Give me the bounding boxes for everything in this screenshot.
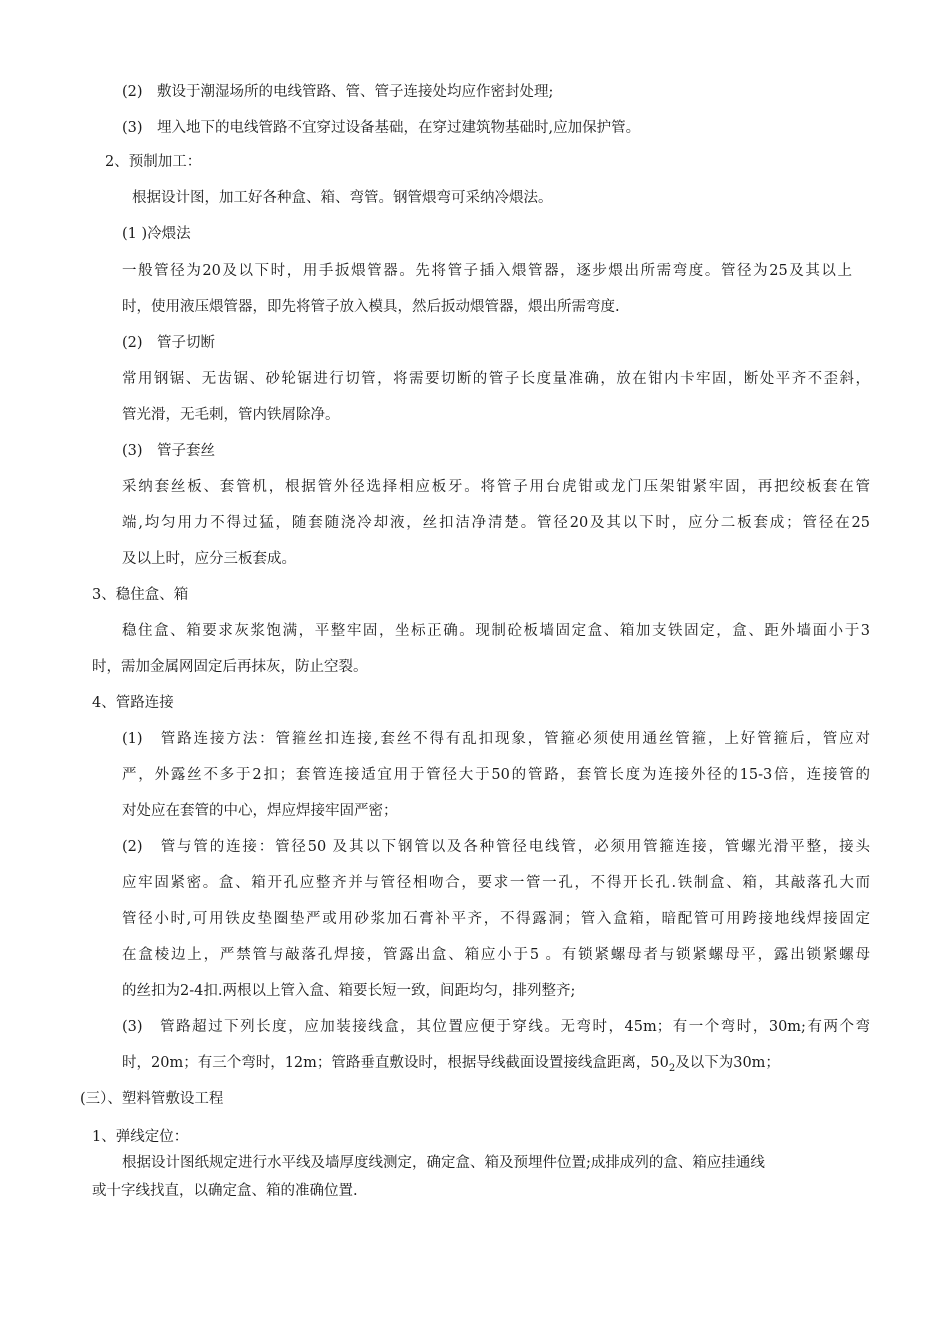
section-heading: 3、稳住盒、箱	[92, 587, 189, 603]
paragraph-line: 时，使用液压煨管器，即先将管子放入模具，然后扳动煨管器，煨出所需弯度.	[122, 299, 620, 315]
section-heading: 1、弹线定位：	[92, 1129, 189, 1145]
line-text-end: 及以下为30m；	[675, 1055, 780, 1071]
section-heading: 2、预制加工：	[105, 154, 202, 170]
paragraph-line: 管径小时,可用铁皮垫圈垫严或用砂浆加石膏补平齐，不得露洞；管入盒箱，暗配管可用跨接地线焊接固定	[122, 911, 870, 927]
line-text: 时，20m；有三个弯时，12m；管路垂直敷设时，根据导线截面设置接线盒距离，50	[122, 1055, 669, 1071]
paragraph-line: 稳住盒、箱要求灰浆饱满，平整牢固，坐标正确。现制砼板墙固定盒、箱加支铁固定，盒、距外墙面小于3	[122, 623, 870, 639]
subheading: (3) 管子套丝	[122, 443, 216, 459]
subheading: (2) 管子切断	[122, 335, 216, 351]
list-item: (3) 埋入地下的电线管路不宜穿过设备基础，在穿过建筑物基础时,应加保护管。	[122, 120, 641, 136]
list-item: (2) 管与管的连接：管径50 及其以下钢管以及各种管径电线管，必须用管箍连接，管螺光滑平整，接头	[122, 839, 870, 855]
paragraph-line: 的丝扣为2-4扣.两根以上管入盒、箱要长短一致，间距均匀，排列整齐;	[122, 983, 576, 999]
paragraph-line: 严，外露丝不多于2扣；套管连接适宜用于管径大于50的管路，套管长度为连接外径的15-3倍，连接管的	[122, 767, 870, 783]
subheading: (1 )冷煨法	[122, 226, 191, 242]
list-item: (1) 管路连接方法：管箍丝扣连接,套丝不得有乱扣现象，管箍必须使用通丝管箍，上好管箍后，管应对	[122, 731, 870, 747]
paragraph-line: 及以上时，应分三板套成。	[122, 551, 296, 567]
paragraph-line: 根据设计图，加工好各种盒、箱、弯管。钢管煨弯可采纳冷煨法。	[132, 190, 553, 206]
paragraph-line: 应牢固紧密。盒、箱开孔应整齐并与管径相吻合，要求一管一孔，不得开长孔.铁制盒、箱，其敲落孔大而	[122, 875, 870, 891]
paragraph-line: 根据设计图纸规定进行水平线及墙厚度线测定，确定盒、箱及预埋件位置;成排成列的盒、箱应挂通线	[122, 1155, 765, 1171]
paragraph-line: 或十字线找直，以确定盒、箱的准确位置.	[92, 1183, 358, 1199]
paragraph-line: 管光滑，无毛刺，管内铁屑除净。	[122, 407, 340, 423]
list-item: (3) 管路超过下列长度，应加装接线盒，其位置应便于穿线。无弯时，45m；有一个弯时，30m;有两个弯	[122, 1019, 870, 1035]
list-item: (2) 敷设于潮湿场所的电线管路、管、管子连接处均应作密封处理;	[122, 84, 554, 100]
paragraph-line: 时，需加金属网固定后再抹灰，防止空裂。	[92, 659, 368, 675]
section-heading: (三）、塑料管敷设工程	[80, 1091, 224, 1107]
paragraph-line: 常用钢锯、无齿锯、砂轮锯进行切管，将需要切断的管子长度量准确，放在钳内卡牢固，断处平齐不歪斜，	[122, 371, 870, 387]
section-heading: 4、管路连接	[92, 695, 174, 711]
paragraph-line: 在盒棱边上，严禁管与敲落孔焊接，管露出盒、箱应小于5 。有锁紧螺母者与锁紧螺母平，露出锁紧螺母	[122, 947, 870, 963]
paragraph-line	[122, 1053, 780, 1079]
subscript-text: 2	[668, 1062, 676, 1074]
paragraph-line: 对处应在套管的中心，焊应焊接牢固严密；	[122, 803, 398, 819]
paragraph-line: 端,均匀用力不得过猛，随套随浇冷却液，丝扣洁净清楚。管径20及其以下时，应分二板套成；管径在25	[122, 515, 870, 531]
paragraph-line: 采纳套丝板、套管机，根据管外径选择相应板牙。将管子用台虎钳或龙门压架钳紧牢固，再把绞板套在管	[122, 479, 870, 495]
paragraph-line: 一般管径为20及以下时，用手扳煨管器。先将管子插入煨管器，逐步煨出所需弯度。管径为25及其以上	[122, 263, 852, 279]
